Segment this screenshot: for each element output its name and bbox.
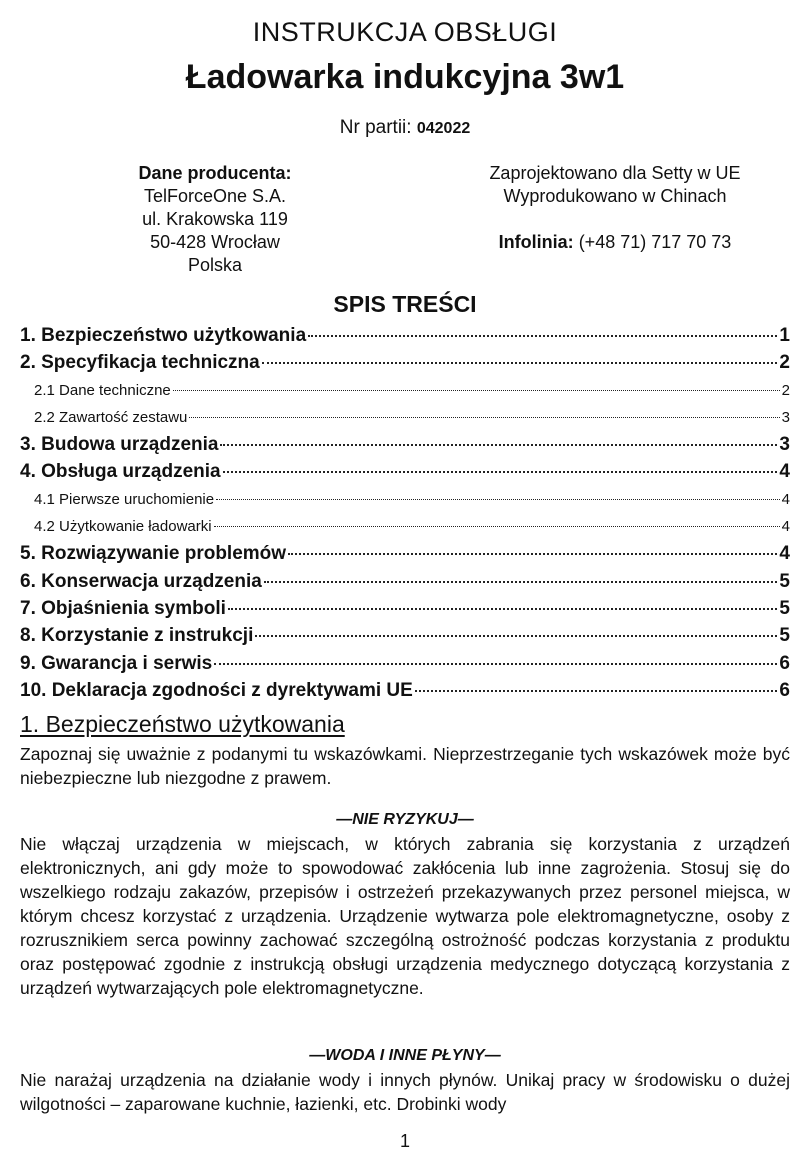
toc-leader [220, 444, 777, 446]
toc-leader [214, 526, 780, 527]
toc-entry-label: 4.2 Użytkowanie ładowarki [34, 518, 212, 536]
toc-subentry[interactable] [20, 404, 790, 431]
toc-entry-label: 3. Budowa urządzenia [20, 434, 219, 456]
spacer [415, 208, 808, 231]
toc-entry-page: 2 [779, 352, 790, 374]
made-in: Wyprodukowano w Chinach [503, 186, 727, 206]
toc-leader [308, 335, 777, 337]
toc-leader [264, 581, 778, 583]
subsection-text: Nie narażaj urządzenia na działanie wody i innych płynów. Unikaj pracy w środowisku o dużej wilgotności – zaparowane kuchnie, łazienki, etc. Drobinki wody [20, 1070, 790, 1114]
toc-leader [214, 663, 777, 665]
toc-leader [173, 390, 780, 391]
toc-entry-label: 2. Specyfikacja techniczna [20, 352, 260, 374]
producer-line: TelForceOne S.A. [143, 186, 287, 206]
toc-entry-page: 3 [781, 408, 790, 426]
toc-entry[interactable] [20, 458, 790, 485]
toc-leader [415, 690, 778, 692]
toc-entry[interactable] [20, 595, 790, 622]
toc-leader [223, 471, 778, 473]
batch-label: Nr partii: [339, 117, 412, 138]
toc-entry-page: 3 [779, 434, 790, 456]
toc-entry-label: 4. Obsługa urządzenia [20, 461, 221, 483]
hotline-label: Infolinia: [498, 232, 574, 252]
toc-entry[interactable] [20, 622, 790, 649]
subsection-heading: —WODA I INNE PŁYNY— [309, 1047, 501, 1064]
section-heading: 1. Bezpieczeństwo użytkowania [20, 711, 345, 737]
toc-leader [189, 417, 779, 418]
document-title: Ładowarka indukcyjna 3w1 [185, 58, 625, 96]
toc-entry-page: 5 [779, 625, 790, 647]
toc-entry[interactable] [20, 349, 790, 376]
toc-entry-label: 6. Konserwacja urządzenia [20, 570, 262, 592]
toc-entry-page: 2 [781, 381, 790, 399]
toc-leader [255, 635, 777, 637]
toc-entry-label: 4.1 Pierwsze uruchomienie [34, 490, 215, 508]
table-of-contents [20, 322, 790, 704]
toc-entry[interactable] [20, 650, 790, 677]
toc-entry-label: 10. Deklaracja zgodności z dyrektywami UE [20, 679, 413, 701]
subsection-text: Nie włączaj urządzenia w miejscach, w których zabrania się korzystania z urządzeń elektronicznych, ani gdy może to spowodować zakłócenia lub inne zagrożenia. Stosuj się do wszelkiego rodzaju zakazów, przepisów i ostrzeżeń przekazywanych przez personel miejsca, w którym chcesz korzystać z urządzenia. Urządzenie wytwarza pole elektromagnetyczne, osoby z rozrusznikiem serca powinny zachować szczególną ostrożność podczas korzystania z produktu oraz postępować zgodnie z instrukcją obsługi urządzenia medycznego dotyczącą korzystania z urządzeń wytwarzających pole elektromagnetyczne. [20, 834, 790, 998]
toc-entry[interactable] [20, 431, 790, 458]
producer-heading: Dane producenta: [138, 163, 292, 183]
toc-entry-label: 7. Objaśnienia symboli [20, 597, 226, 619]
origin-info [415, 162, 808, 254]
toc-entry[interactable] [20, 322, 790, 349]
batch-value: 042022 [416, 120, 471, 137]
toc-subentry[interactable] [20, 513, 790, 540]
subsection-heading: —NIE RYZYKUJ— [336, 811, 474, 828]
toc-entry-label: 5. Rozwiązywanie problemów [20, 543, 287, 565]
toc-leader [262, 362, 778, 364]
page-number: 1 [399, 1131, 410, 1151]
toc-entry-page: 4 [779, 543, 790, 565]
toc-entry-label: 2.1 Dane techniczne [34, 381, 171, 399]
designed-in: Zaprojektowano dla Setty w UE [489, 163, 741, 183]
toc-leader [228, 608, 778, 610]
toc-subentry[interactable] [20, 377, 790, 404]
toc-entry-label: 9. Gwarancja i serwis [20, 652, 213, 674]
toc-entry-label: 8. Korzystanie z instrukcji [20, 625, 254, 647]
toc-leader [288, 553, 777, 555]
section-intro: Zapoznaj się uważnie z podanymi tu wskazówkami. Nieprzestrzeganie tych wskazówek może być niebezpieczne lub niezgodne z prawem. [20, 744, 790, 788]
toc-entry-page: 1 [779, 325, 790, 346]
producer-line: Polska [187, 255, 243, 275]
document-kicker: INSTRUKCJA OBSŁUGI [252, 17, 558, 47]
toc-entry-label: 1. Bezpieczeństwo użytkowania [20, 325, 307, 346]
toc-entry-page: 5 [779, 570, 790, 592]
producer-line: 50-428 Wrocław [150, 232, 280, 252]
hotline-number: (+48 71) 717 70 73 [578, 232, 732, 252]
toc-entry[interactable] [20, 677, 790, 704]
toc-entry-page: 4 [781, 490, 790, 508]
producer-info [80, 162, 350, 277]
toc-entry-page: 5 [779, 597, 790, 619]
toc-entry[interactable] [20, 568, 790, 595]
toc-entry-page: 6 [779, 652, 790, 674]
toc-subentry[interactable] [20, 486, 790, 513]
batch-number [20, 117, 790, 139]
hotline [415, 231, 808, 254]
toc-entry[interactable] [20, 540, 790, 567]
toc-entry-page: 6 [779, 679, 790, 701]
toc-leader [216, 499, 780, 500]
producer-line: ul. Krakowska 119 [142, 209, 288, 229]
toc-entry-page: 4 [781, 518, 790, 536]
toc-title: SPIS TREŚCI [333, 291, 477, 317]
toc-entry-label: 2.2 Zawartość zestawu [34, 408, 188, 426]
toc-entry-page: 4 [779, 461, 790, 483]
